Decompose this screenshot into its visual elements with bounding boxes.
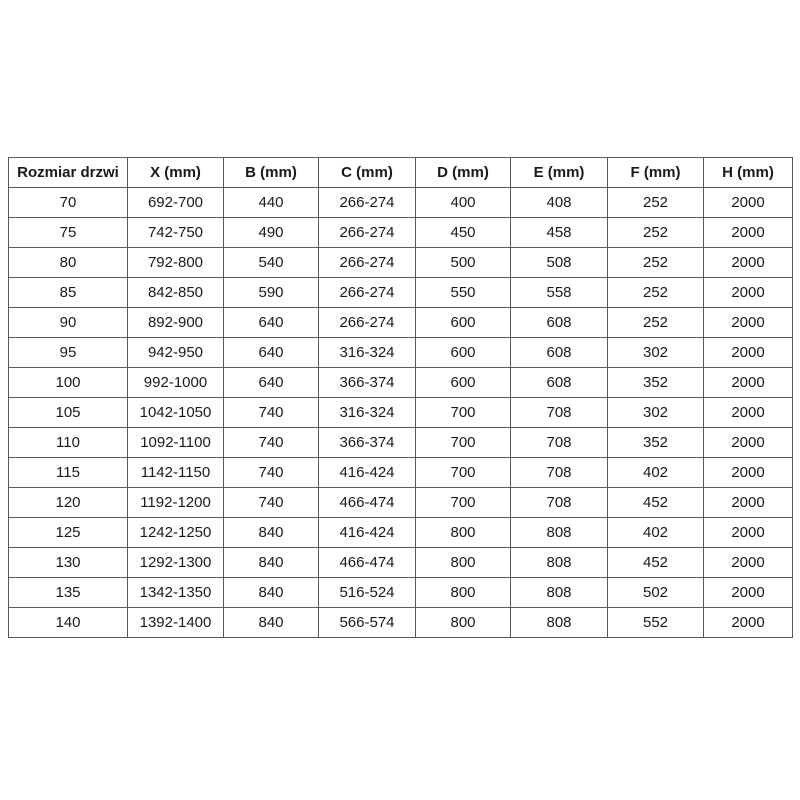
table-cell: 2000	[704, 428, 793, 458]
table-cell: 600	[416, 338, 511, 368]
table-cell: 2000	[704, 308, 793, 338]
table-cell: 458	[511, 218, 608, 248]
table-cell: 708	[511, 398, 608, 428]
table-cell: 840	[224, 548, 319, 578]
table-cell: 100	[9, 368, 128, 398]
table-cell: 1092-1100	[128, 428, 224, 458]
table-cell: 2000	[704, 398, 793, 428]
table-cell: 125	[9, 518, 128, 548]
table-cell: 808	[511, 518, 608, 548]
table-cell: 450	[416, 218, 511, 248]
table-row	[9, 338, 793, 368]
table-cell: 1292-1300	[128, 548, 224, 578]
table-header-cell: H (mm)	[704, 158, 793, 188]
table-cell: 316-324	[319, 398, 416, 428]
table-cell: 892-900	[128, 308, 224, 338]
table-cell: 808	[511, 548, 608, 578]
table-cell: 2000	[704, 608, 793, 638]
table-cell: 266-274	[319, 188, 416, 218]
table-header-cell: C (mm)	[319, 158, 416, 188]
table-cell: 266-274	[319, 248, 416, 278]
table-cell: 740	[224, 398, 319, 428]
table-row	[9, 248, 793, 278]
table-cell: 552	[608, 608, 704, 638]
table-cell: 90	[9, 308, 128, 338]
table-cell: 700	[416, 398, 511, 428]
table-row	[9, 518, 793, 548]
table-header-cell: X (mm)	[128, 158, 224, 188]
table-cell: 608	[511, 308, 608, 338]
table-cell: 95	[9, 338, 128, 368]
table-cell: 252	[608, 278, 704, 308]
table-cell: 2000	[704, 338, 793, 368]
table-header-row	[9, 158, 793, 188]
table-cell: 508	[511, 248, 608, 278]
table-cell: 942-950	[128, 338, 224, 368]
table-cell: 808	[511, 608, 608, 638]
table-header-cell: E (mm)	[511, 158, 608, 188]
table-cell: 2000	[704, 188, 793, 218]
table-cell: 800	[416, 608, 511, 638]
table-cell: 608	[511, 368, 608, 398]
table-cell: 466-474	[319, 488, 416, 518]
table-cell: 840	[224, 608, 319, 638]
table-cell: 1142-1150	[128, 458, 224, 488]
table-cell: 740	[224, 488, 319, 518]
table-cell: 366-374	[319, 368, 416, 398]
table-row	[9, 578, 793, 608]
table-cell: 416-424	[319, 518, 416, 548]
table-cell: 2000	[704, 458, 793, 488]
table-cell: 266-274	[319, 218, 416, 248]
table-cell: 352	[608, 428, 704, 458]
table-cell: 1242-1250	[128, 518, 224, 548]
table-cell: 640	[224, 368, 319, 398]
table-cell: 692-700	[128, 188, 224, 218]
table-cell: 452	[608, 548, 704, 578]
table-row	[9, 218, 793, 248]
table-cell: 700	[416, 428, 511, 458]
table-cell: 608	[511, 338, 608, 368]
table-cell: 252	[608, 308, 704, 338]
table-row	[9, 398, 793, 428]
table-row	[9, 548, 793, 578]
table-cell: 740	[224, 428, 319, 458]
table-cell: 130	[9, 548, 128, 578]
table-cell: 516-524	[319, 578, 416, 608]
table-cell: 540	[224, 248, 319, 278]
table-cell: 740	[224, 458, 319, 488]
table-cell: 600	[416, 368, 511, 398]
table-header-cell: F (mm)	[608, 158, 704, 188]
table-cell: 466-474	[319, 548, 416, 578]
table-cell: 302	[608, 398, 704, 428]
table-header-cell: Rozmiar drzwi	[9, 158, 128, 188]
table-cell: 2000	[704, 248, 793, 278]
door-size-table	[8, 157, 793, 638]
table-cell: 70	[9, 188, 128, 218]
table-cell: 558	[511, 278, 608, 308]
table-cell: 452	[608, 488, 704, 518]
table-row	[9, 488, 793, 518]
table-cell: 742-750	[128, 218, 224, 248]
table-row	[9, 608, 793, 638]
table-cell: 266-274	[319, 278, 416, 308]
table-cell: 1392-1400	[128, 608, 224, 638]
table-cell: 402	[608, 518, 704, 548]
table-cell: 700	[416, 458, 511, 488]
table-cell: 842-850	[128, 278, 224, 308]
table-cell: 366-374	[319, 428, 416, 458]
table-body	[9, 188, 793, 638]
table-row	[9, 368, 793, 398]
table-cell: 1342-1350	[128, 578, 224, 608]
table-cell: 352	[608, 368, 704, 398]
table-cell: 840	[224, 578, 319, 608]
table-cell: 105	[9, 398, 128, 428]
table-cell: 1192-1200	[128, 488, 224, 518]
table-cell: 800	[416, 578, 511, 608]
table-cell: 500	[416, 248, 511, 278]
table-cell: 2000	[704, 578, 793, 608]
table-cell: 800	[416, 548, 511, 578]
table-cell: 75	[9, 218, 128, 248]
table-cell: 550	[416, 278, 511, 308]
table-cell: 140	[9, 608, 128, 638]
table-cell: 2000	[704, 368, 793, 398]
table-row	[9, 308, 793, 338]
table-header-cell: D (mm)	[416, 158, 511, 188]
table-cell: 600	[416, 308, 511, 338]
table-cell: 840	[224, 518, 319, 548]
table-cell: 252	[608, 188, 704, 218]
table-cell: 402	[608, 458, 704, 488]
table-cell: 792-800	[128, 248, 224, 278]
table-cell: 110	[9, 428, 128, 458]
table-row	[9, 428, 793, 458]
table-cell: 590	[224, 278, 319, 308]
table-cell: 135	[9, 578, 128, 608]
table-cell: 800	[416, 518, 511, 548]
table-cell: 502	[608, 578, 704, 608]
table-cell: 2000	[704, 518, 793, 548]
table-cell: 252	[608, 248, 704, 278]
table-cell: 640	[224, 338, 319, 368]
table-cell: 120	[9, 488, 128, 518]
table-cell: 1042-1050	[128, 398, 224, 428]
table-cell: 408	[511, 188, 608, 218]
table-cell: 2000	[704, 548, 793, 578]
table-cell: 640	[224, 308, 319, 338]
table-cell: 708	[511, 488, 608, 518]
table-cell: 316-324	[319, 338, 416, 368]
table-cell: 440	[224, 188, 319, 218]
table-row	[9, 278, 793, 308]
table-row	[9, 458, 793, 488]
table-cell: 566-574	[319, 608, 416, 638]
table-cell: 2000	[704, 488, 793, 518]
table-cell: 700	[416, 488, 511, 518]
table-cell: 85	[9, 278, 128, 308]
table-cell: 400	[416, 188, 511, 218]
table-cell: 490	[224, 218, 319, 248]
table-row	[9, 188, 793, 218]
table-cell: 808	[511, 578, 608, 608]
table-cell: 302	[608, 338, 704, 368]
table-header-cell: B (mm)	[224, 158, 319, 188]
table-cell: 252	[608, 218, 704, 248]
table-cell: 115	[9, 458, 128, 488]
table-cell: 80	[9, 248, 128, 278]
table-cell: 2000	[704, 218, 793, 248]
table-cell: 992-1000	[128, 368, 224, 398]
table-cell: 266-274	[319, 308, 416, 338]
table-cell: 416-424	[319, 458, 416, 488]
table-cell: 2000	[704, 278, 793, 308]
table-cell: 708	[511, 458, 608, 488]
table-cell: 708	[511, 428, 608, 458]
